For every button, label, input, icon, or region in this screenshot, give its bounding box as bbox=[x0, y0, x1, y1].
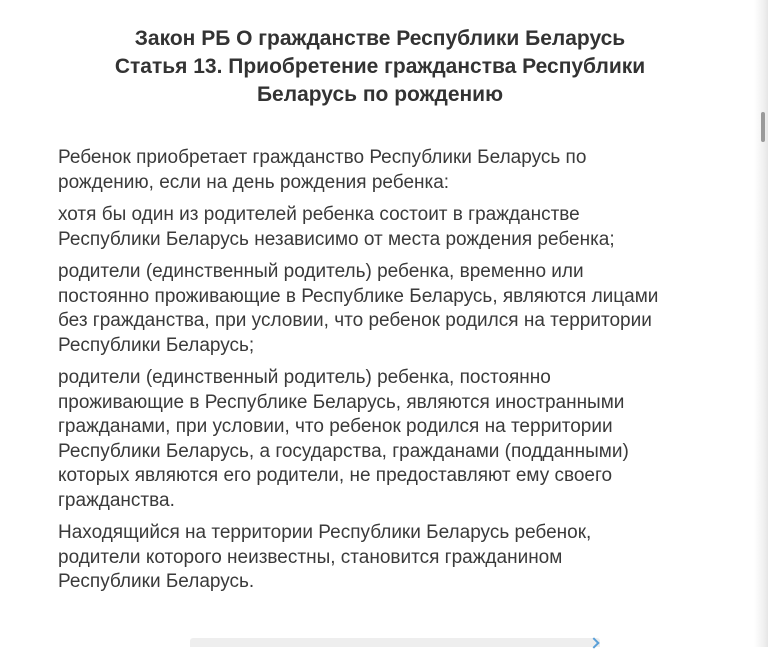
title-line-law: Закон РБ О гражданстве Республики Беларусь bbox=[134, 27, 626, 50]
scrollbar[interactable] bbox=[754, 0, 768, 647]
text-line: рождению, если на день рождения ребенка: bbox=[58, 171, 450, 193]
paragraph-foreign-parents bbox=[58, 366, 738, 513]
text-line: Республики Беларусь; bbox=[58, 334, 255, 356]
text-line: Республики Беларусь. bbox=[58, 571, 255, 592]
paragraph-unknown-parents bbox=[58, 521, 738, 595]
title-line-article-cont: Беларусь по рождению bbox=[256, 83, 504, 106]
paragraph-stateless-parents bbox=[58, 260, 738, 358]
text-line: Ребенок приобретает гражданство Республики Беларусь по bbox=[58, 147, 587, 168]
text-line: родители которого неизвестны, становится гражданином bbox=[58, 546, 563, 568]
text-line: постоянно проживающие в Республике Беларусь, являются лицами bbox=[58, 285, 659, 307]
text-line: Республики Беларусь независимо от места рождения ребенка; bbox=[58, 228, 615, 250]
text-line: гражданами, при условии, что ребенок родился на территории bbox=[58, 416, 613, 437]
text-line: которых являются его родители, не предоставляют ему своего bbox=[58, 465, 613, 486]
bottom-banner[interactable] bbox=[190, 638, 600, 647]
document-title bbox=[40, 25, 720, 109]
text-line: родители (единственный родитель) ребенка, постоянно bbox=[58, 367, 551, 388]
text-line: родители (единственный родитель) ребенка, временно или bbox=[58, 261, 584, 282]
text-line: без гражданства, при условии, что ребенок родился на территории bbox=[58, 310, 652, 331]
scrollbar-thumb[interactable] bbox=[761, 112, 765, 142]
text-line: Находящийся на территории Республики Беларусь ребенок, bbox=[58, 522, 592, 543]
text-line: Республики Беларусь, а государства, гражданами (подданными) bbox=[58, 440, 629, 462]
paragraph-intro bbox=[58, 146, 738, 195]
paragraph-one-parent-citizen bbox=[58, 203, 738, 252]
text-line: гражданства. bbox=[58, 489, 175, 511]
text-line: хотя бы один из родителей ребенка состоит в гражданстве bbox=[58, 204, 580, 225]
text-line: проживающие в Республике Беларусь, являются иностранными bbox=[58, 391, 625, 413]
article-body bbox=[58, 146, 738, 603]
title-line-article: Статья 13. Приобретение гражданства Республики bbox=[114, 55, 646, 78]
